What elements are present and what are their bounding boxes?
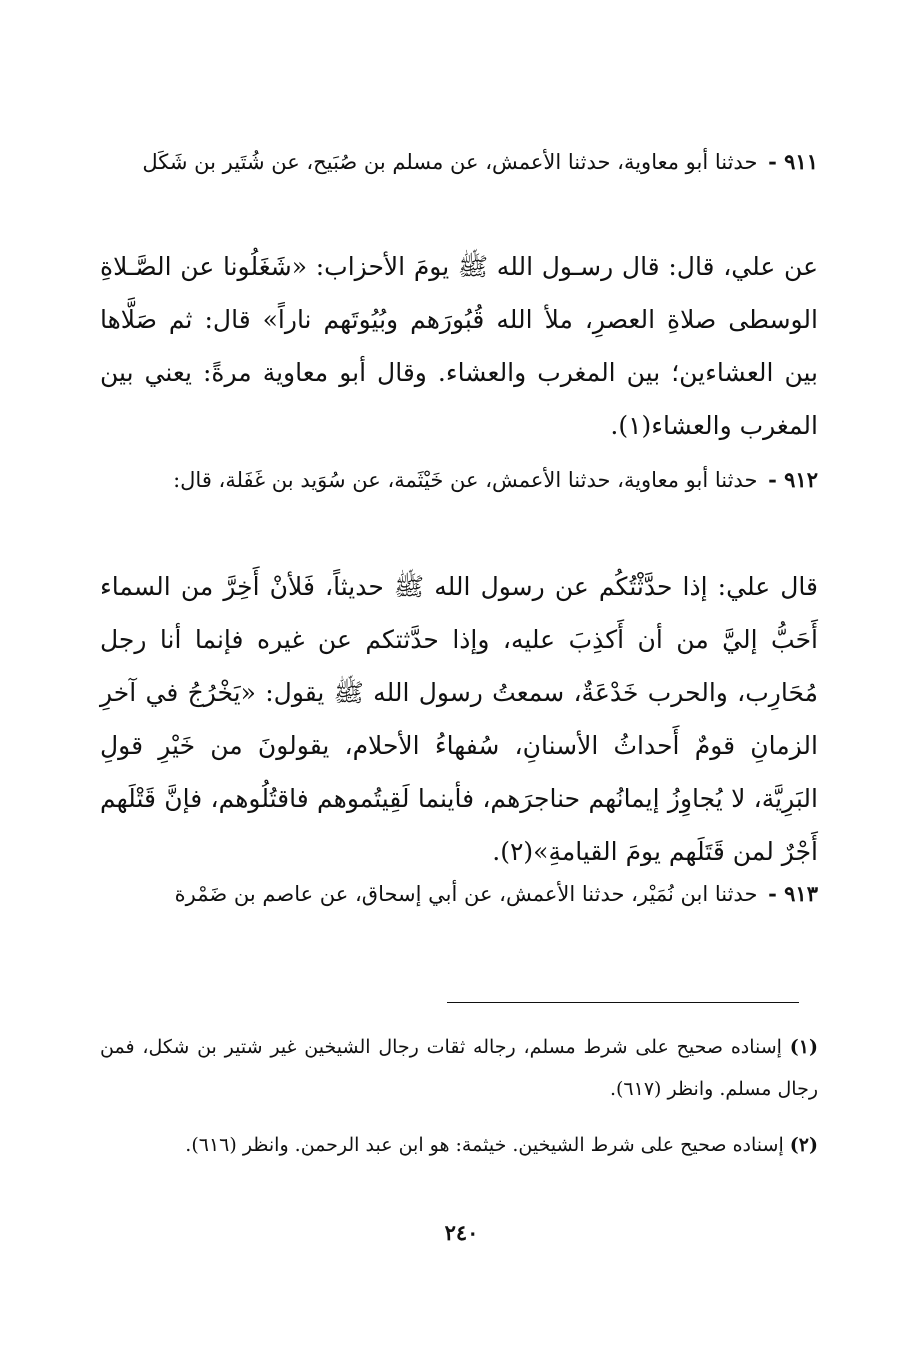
footnote-mark: (١): [789, 1036, 819, 1058]
footnote-text: إسناده صحيح على شرط الشيخين. خيثمة: هو ابن عبد الرحمن. وانظر (٦١٦).: [185, 1134, 784, 1156]
hadith-911-matn: [100, 240, 818, 452]
hadith-number: ٩١١ -: [768, 149, 818, 174]
footnote-1: [100, 1026, 818, 1110]
isnad-text: حدثنا ابن نُمَيْر، حدثنا الأعمش، عن أبي إسحاق، عن عاصم بن ضَمْرة: [174, 882, 758, 906]
matn-text: قال علي: إذا حدَّثْتُكُم عن رسول الله ﷺ حديثاً، فَلأنْ أَخِرَّ من السماء أَحَبُّ إليَّ من أن أَكذِبَ عليه، وإذا حدَّثتكم عن غيره فإنما أنا رجل مُحَارِب، والحرب خَدْعَةٌ، سمعتُ رسول الله ﷺ يقول: «يَخْرُجُ في آخرِ الزمانِ قومٌ أَحداثُ الأسنانِ، سُفهاءُ الأحلام، يقولونَ من خَيْرِ قولِ البَرِيَّة، لا يُجاوِزُ إيمانُهم حناجرَهم، فأينما لَقِيتُموهم فاقتُلُوهم، فإنَّ قَتْلَهم أَجْرٌ لمن قَتَلَهم يومَ القيامةِ»(٢).: [100, 572, 818, 866]
footnote-separator: [447, 1002, 799, 1003]
isnad-text: حدثنا أبو معاوية، حدثنا الأعمش، عن خَيْثَمة، عن سُوَيد بن غَفَلة، قال:: [173, 468, 758, 492]
hadith-number: ٩١٢ -: [768, 467, 818, 492]
hadith-911-isnad: [100, 140, 818, 184]
footnote-mark: (٢): [789, 1134, 818, 1156]
footnote-2: [100, 1124, 818, 1166]
isnad-text: حدثنا أبو معاوية، حدثنا الأعمش، عن مسلم بن صُبَيح، عن شُتَير بن شَكَل: [142, 150, 758, 174]
hadith-912-matn: [100, 560, 818, 878]
footnote-text: إسناده صحيح على شرط مسلم، رجاله ثقات رجال الشيخين غير شتير بن شكل، فمن رجال مسلم. وانظر (٦١٧).: [100, 1036, 818, 1100]
page-number: ٢٤٠: [444, 1220, 479, 1245]
hadith-number: ٩١٣ -: [768, 881, 818, 906]
hadith-913-isnad: [100, 872, 818, 916]
hadith-912-isnad: [100, 458, 818, 502]
matn-text: عن علي، قال: قال رسـول الله ﷺ يومَ الأحزاب: «شَغَلُونا عن الصَّـلاةِ الوسطى صلاةِ العصرِ، ملأ الله قُبُورَهم وبُيُوتَهم ناراً» قال: ثم صَلَّاها بين العشاءين؛ بين المغرب والعشاء. وقال أبو معاوية مرةً: يعني بين المغرب والعشاء(١).: [100, 252, 818, 440]
